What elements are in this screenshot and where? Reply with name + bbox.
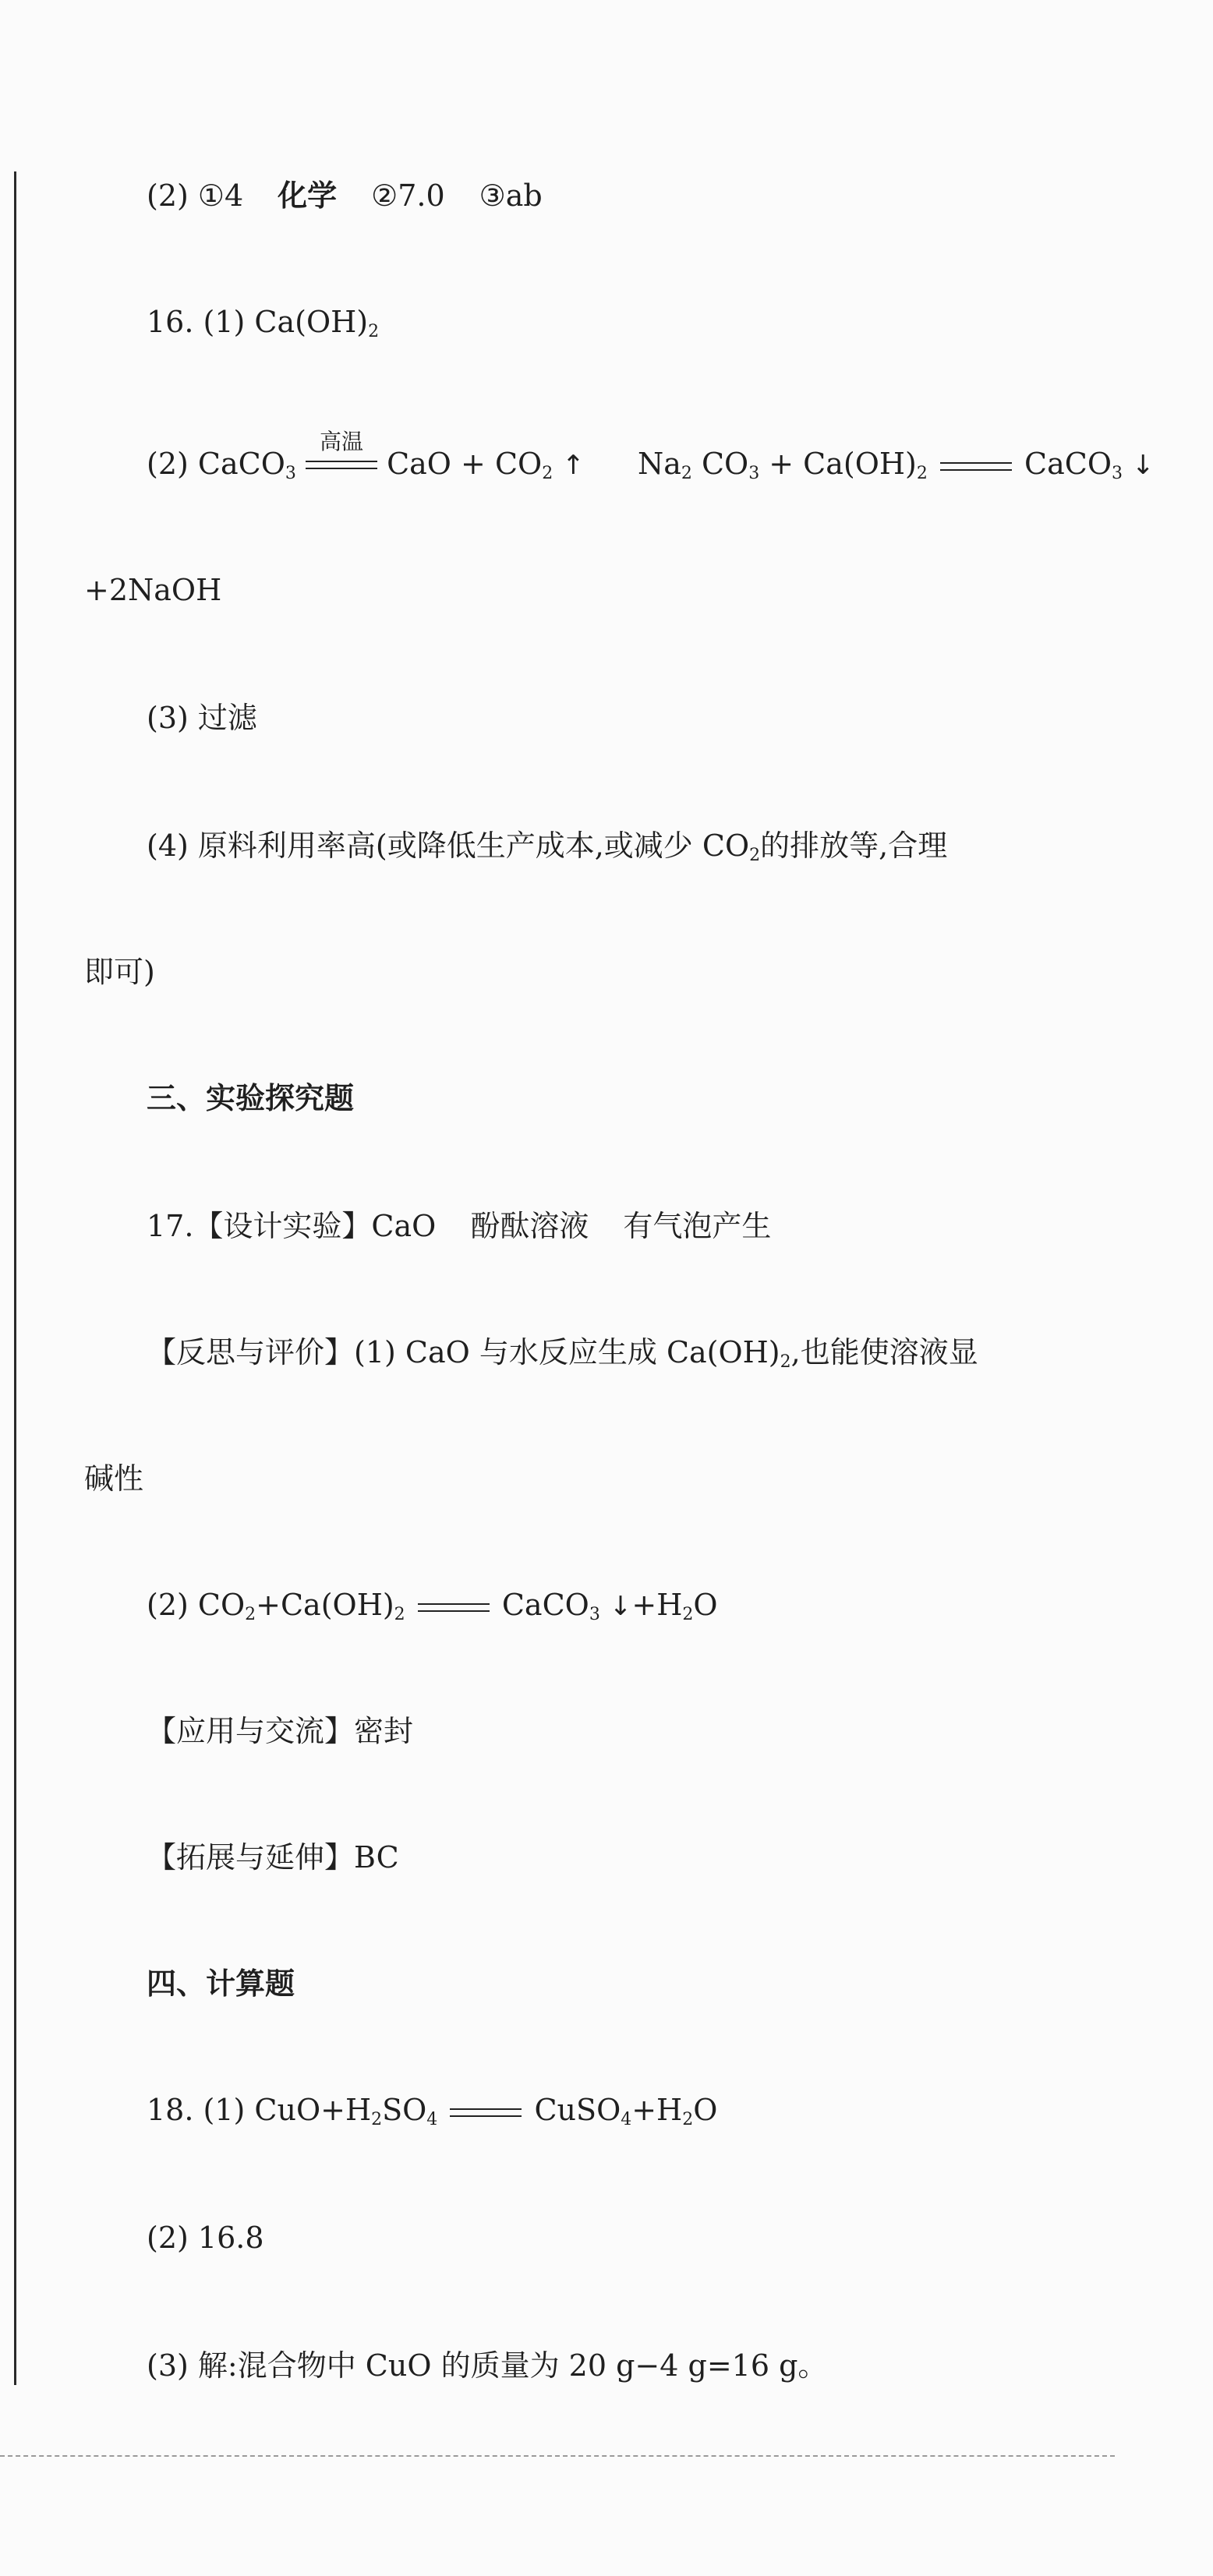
subscript: 4 (426, 2110, 438, 2129)
formula-text: (2) CO (147, 1588, 246, 1622)
formula-text: Na (637, 447, 681, 481)
subscript: 2 (916, 464, 928, 483)
subscript: 2 (681, 464, 692, 483)
answer-16-3: (3) 过滤 (147, 701, 257, 735)
formula-text: +Ca(OH) (256, 1588, 394, 1622)
answer-16-2-continued: +2NaOH (84, 573, 222, 607)
formula-text: CaO + CO (387, 447, 543, 481)
subscript: 3 (748, 464, 760, 483)
answer-18-1 (147, 2090, 717, 2129)
answer-18-3: (3) 解:混合物中 CuO 的质量为 20 g−4 g=16 g。 (147, 2348, 828, 2383)
subscript: 2 (682, 1605, 694, 1624)
answer-16-2-equation (147, 429, 1155, 485)
answer-18-2: (2) 16.8 (147, 2221, 264, 2255)
answer-text: 【反思与评价】(1) CaO 与水反应生成 Ca(OH) (147, 1335, 780, 1369)
subscript: 3 (589, 1605, 600, 1624)
left-margin-rule (14, 171, 16, 2385)
answer-17-reflection-continued: 碱性 (84, 1461, 144, 1496)
subscript: 3 (1112, 464, 1123, 483)
condition-label: 高温 (319, 429, 363, 454)
answer-text: (4) 原料利用率高(或降低生产成本,或减少 CO (147, 829, 750, 863)
subscript: 2 (749, 846, 761, 865)
precipitate-arrow-icon: ↓ (609, 1591, 632, 1622)
subscript: 2 (368, 322, 380, 341)
subscript: 2 (245, 1605, 256, 1624)
subscript: 2 (394, 1605, 405, 1624)
formula-text: CaCO (501, 1588, 589, 1622)
answer-16-4 (147, 826, 947, 865)
formula-text: (2) CaCO (147, 447, 285, 481)
formula-text: O (693, 2093, 718, 2127)
subscript: 2 (682, 2110, 694, 2129)
answer-17-extension: 【拓展与延伸】BC (147, 1840, 399, 1875)
reaction-condition-equals (306, 429, 377, 483)
answer-16-4-continued: 即可) (84, 955, 155, 989)
answer-text: 有气泡产生 (623, 1209, 772, 1243)
answer-17-equation (147, 1585, 718, 1626)
answer-15-2 (147, 176, 543, 215)
formula-text: +H (631, 2093, 683, 2127)
answer-text: (2) (147, 178, 198, 213)
formula-text: CaCO (1024, 447, 1112, 481)
formula-text: CuSO (534, 2093, 621, 2127)
answer-text: 的排放等,合理 (760, 829, 948, 863)
double-line-equals (940, 462, 1012, 471)
subscript: 4 (621, 2110, 632, 2129)
subscript: 2 (371, 2110, 383, 2129)
answer-text: ③ab (479, 178, 543, 213)
formula-text: SO (382, 2093, 427, 2127)
answer-text: 16. (1) Ca(OH) (147, 305, 369, 339)
formula-text: O (693, 1588, 718, 1622)
answer-text: 化学 (278, 178, 338, 213)
formula-text: +H (631, 1588, 683, 1622)
subscript: 2 (542, 464, 553, 483)
double-line-equals (450, 2108, 522, 2117)
formula-text: 18. (1) CuO+H (147, 2093, 372, 2127)
answer-text: ,也能使溶液显 (790, 1335, 978, 1369)
gas-arrow-icon: ↑ (562, 450, 585, 481)
formula-text: CO (691, 447, 749, 481)
formula-text: + Ca(OH) (759, 447, 917, 481)
subscript: 2 (780, 1352, 791, 1372)
answer-17-reflection (147, 1333, 978, 1372)
answer-text: 17.【设计实验】CaO (147, 1209, 437, 1243)
bottom-dashed-rule (0, 2455, 1115, 2457)
answer-17-design (147, 1207, 771, 1246)
answer-text: 酚酞溶液 (470, 1209, 589, 1243)
section-heading-experiment: 三、实验探究题 (147, 1081, 355, 1115)
answer-17-application: 【应用与交流】密封 (147, 1714, 414, 1748)
double-line-equals (418, 1603, 490, 1612)
section-heading-calculation: 四、计算题 (147, 1966, 295, 2001)
precipitate-arrow-icon: ↓ (1132, 450, 1155, 481)
double-line-equals (306, 461, 377, 469)
answer-16-1 (147, 302, 379, 341)
answer-text: ②7.0 (371, 178, 445, 213)
subscript: 3 (285, 464, 296, 483)
answer-text: ①4 (197, 178, 244, 213)
